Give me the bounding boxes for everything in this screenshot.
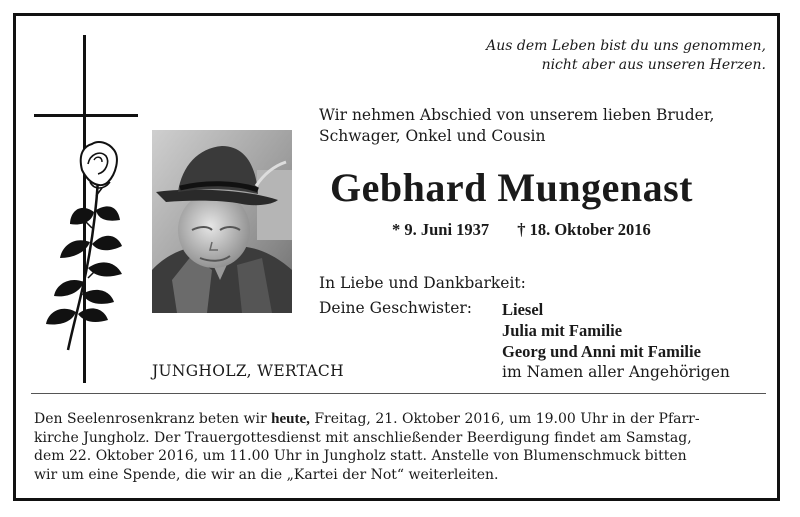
- notice-line-3: dem 22. Oktober 2016, um 11.00 Uhr in Jungholz statt. Anstelle von Blumenschmuck bitten: [34, 448, 687, 464]
- quote-line-1: Aus dem Leben bist du uns genommen,: [486, 38, 766, 54]
- relatives-line: im Namen aller Angehörigen: [502, 363, 730, 381]
- siblings-list: [502, 299, 730, 383]
- birth-date: * 9. Juni 1937: [392, 220, 490, 239]
- place-names: JUNGHOLZ, WERTACH: [152, 362, 344, 380]
- life-dates: [392, 220, 651, 240]
- deceased-name: Gebhard Mungenast: [330, 165, 693, 210]
- service-notice: [34, 410, 766, 484]
- portrait-photo: [152, 130, 292, 313]
- quote-line-2: nicht aber aus unseren Herzen.: [541, 57, 766, 73]
- notice-line-4: wir um eine Spende, die wir an die „Kartei der Not“ weiterleiten.: [34, 466, 499, 483]
- cross-with-rose-icon: [30, 32, 142, 384]
- death-date: † 18. Oktober 2016: [517, 220, 651, 239]
- siblings-label: Deine Geschwister:: [319, 299, 473, 317]
- epitaph-quote: [486, 37, 766, 75]
- farewell-intro: [319, 105, 715, 147]
- sibling-name: Liesel: [502, 300, 544, 319]
- intro-line-1: Wir nehmen Abschied von unserem lieben Bruder,: [319, 106, 715, 124]
- notice-text: Den Seelenrosenkranz beten wir: [34, 411, 272, 427]
- divider: [31, 393, 766, 394]
- gratitude-line: In Liebe und Dankbarkeit:: [319, 274, 526, 292]
- notice-emphasis: heute,: [271, 411, 310, 427]
- intro-line-2: Schwager, Onkel und Cousin: [319, 127, 546, 145]
- notice-line-2: kirche Jungholz. Der Trauergottesdienst mit anschließender Beerdigung findet am Samstag,: [34, 429, 692, 446]
- sibling-name: Georg und Anni mit Familie: [502, 342, 701, 361]
- sibling-name: Julia mit Familie: [502, 321, 623, 340]
- notice-text: Freitag, 21. Oktober 2016, um 19.00 Uhr in der Pfarr-: [309, 411, 700, 427]
